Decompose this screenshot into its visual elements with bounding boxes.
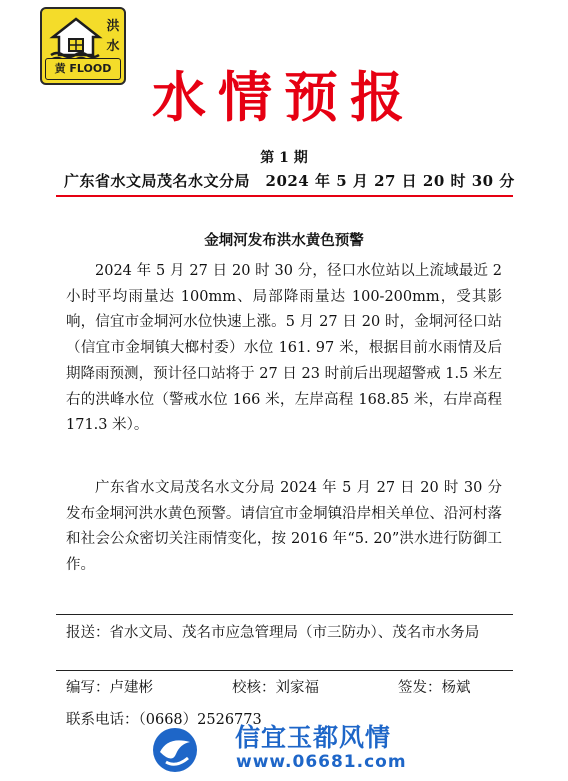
send-to: 报送：省水文局、茂名市应急管理局（市三防办）、茂名市水务局 bbox=[66, 625, 480, 641]
checker-credit: 校核：刘家福 bbox=[232, 680, 319, 696]
document-title: 水情预报 bbox=[152, 65, 416, 129]
editor-credit: 编写：卢建彬 bbox=[66, 680, 153, 696]
watermark-site-name: 信宜玉都风情 bbox=[235, 723, 392, 752]
footer-divider bbox=[56, 614, 513, 615]
contact-phone: 联系电话：（0668）2526773 bbox=[66, 712, 262, 728]
issuer-line: 广东省水文局茂名水文分局 2024 年 5 月 27 日 20 时 30 分 bbox=[64, 172, 515, 190]
badge-flood-label: 黄 FLOOD bbox=[45, 58, 121, 80]
footer-divider bbox=[56, 670, 513, 671]
signer-credit: 签发：杨斌 bbox=[398, 680, 471, 696]
badge-char-water: 水 bbox=[106, 39, 120, 54]
watermark-logo-icon bbox=[146, 722, 204, 778]
header-divider bbox=[56, 195, 513, 197]
watermark-url: www.06681.com bbox=[236, 752, 407, 772]
body-paragraph: 广东省水文局茂名水文分局 2024 年 5 月 27 日 20 时 30 分发布金垌河洪水黄色预警。请信宜市金垌镇沿岸相关单位、沿河村落和社会公众密切关注雨情变化，按 2016 年“5. 20”洪水进行防御工作。 bbox=[66, 480, 502, 574]
issue-number: 第 1 期 bbox=[260, 150, 308, 166]
badge-char-flood: 洪 bbox=[106, 19, 120, 34]
body-paragraph: 2024 年 5 月 27 日 20 时 30 分，径口水位站以上流域最近 2 小时平均雨量达 100mm、局部降雨量达 100-200mm，受其影响，信宜市金垌河水位快速上涨。5 月 27 日 20 时，金垌河径口站（信宜市金垌镇大榔村委）水位 161. 97 米，根据目前水雨情及后期降雨预测，预计径口站将于 27 日 23 时前后出现超警戒 1.5 米左右的洪峰水位（警戒水位 166 米，左岸高程 168.85 米，右岸高程 171.3 米）。 bbox=[66, 263, 502, 434]
report-headline: 金垌河发布洪水黄色预警 bbox=[204, 232, 364, 249]
house-flood-icon bbox=[49, 15, 103, 61]
